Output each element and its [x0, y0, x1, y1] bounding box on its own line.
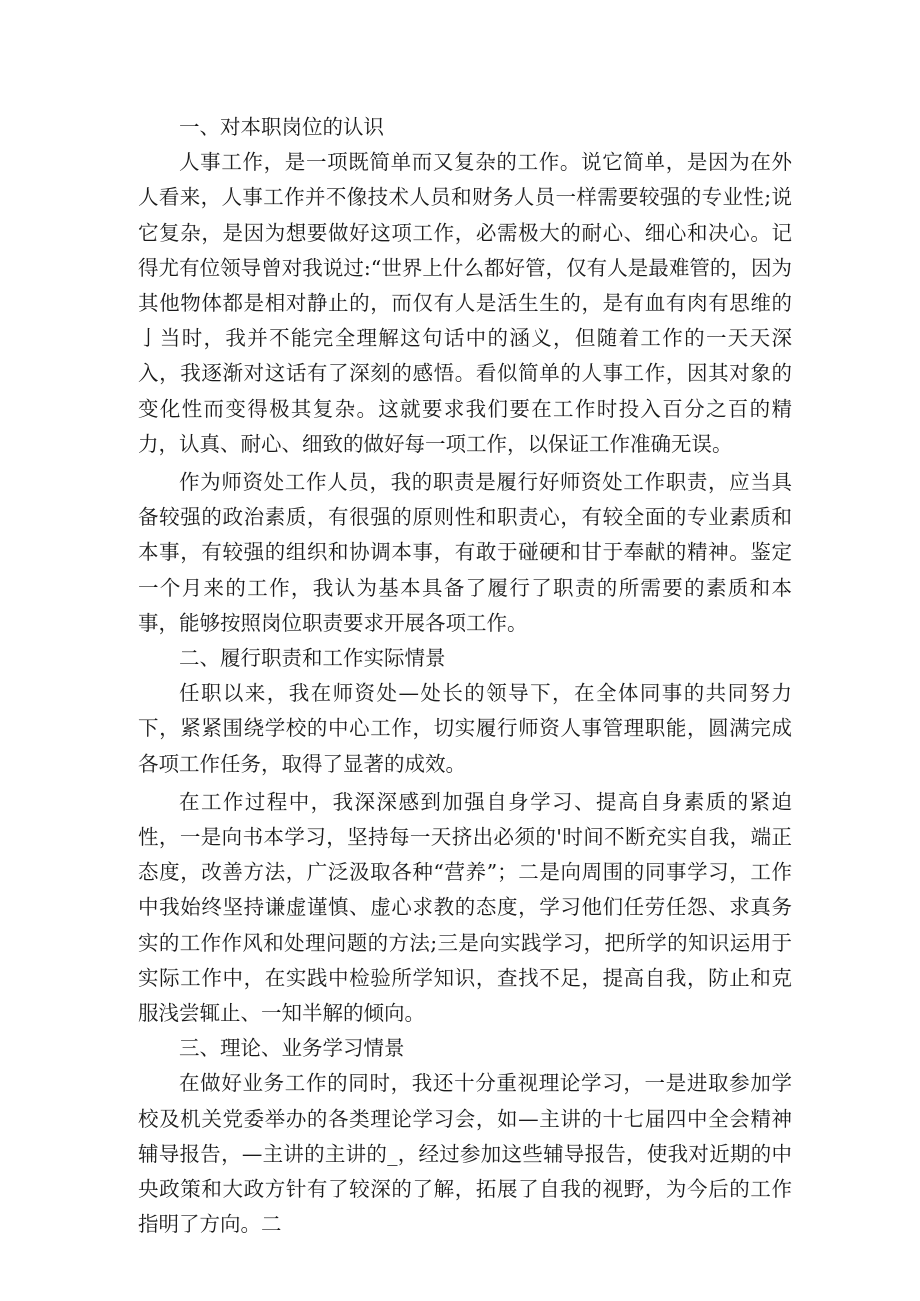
paragraph: 人事工作，是一项既简单而又复杂的工作。说它简单，是因为在外人看来，人事工作并不像技术人员和财务人员一样需要较强的专业性;说它复杂，是因为想要做好这项工作，必需极大的耐心、细心和决心。记得尤有位领导曾对我说过:“世界上什么都好管，仅有人是最难管的，因为其他物体都是相对静止的，而仅有人是活生生的，是有血有肉有思维的亅当时，我并不能完全理解这句话中的涵义，但随着工作的一天天深入，我逐渐对这话有了深刻的感悟。看似简单的人事工作，因其对象的变化性而变得极其复杂。这就要求我们要在工作时投入百分之百的精力，认真、耐心、细致的做好每一项工作，以保证工作准确无误。: [138, 150, 792, 456]
paragraph: 作为师资处工作人员，我的职责是履行好师资处工作职责，应当具备较强的政治素质，有很强的原则性和职责心，有较全面的专业素质和本事，有较强的组织和协调本事，有敢于碰硬和甘于奉献的精神。鉴定一个月来的工作，我认为基本具备了履行了职责的所需要的素质和本事，能够按照岗位职责要求开展各项工作。: [138, 470, 792, 635]
section-heading-1: 一、对本职岗位的认识: [179, 115, 384, 139]
document-body: [138, 110, 792, 1243]
paragraph: 在工作过程中，我深深感到加强自身学习、提高自身素质的紧迫性，一是向书本学习，坚持每一天挤出必须的'时间不断充实自我，端正态度，改善方法，广泛汲取各种“营养”；二是向周围的同事学习，工作中我始终坚持谦虚谨慎、虚心求教的态度，学习他们任劳任怨、求真务实的工作作风和处理问题的方法;三是向实践学习，把所学的知识运用于实际工作中，在实践中检验所学知识，查找不足，提高自我，防止和克服浅尝辄止、一知半解的倾向。: [138, 789, 792, 1026]
paragraph: 在做好业务工作的同时，我还十分重视理论学习，一是进取参加学校及机关党委举办的各类理论学习会，如—主讲的十七届四中全会精神辅导报告，—主讲的主讲的_，经过参加这些辅导报告，使我对近期的中央政策和大政方针有了较深的了解，拓展了自我的视野，为今后的工作指明了方向。二: [138, 1071, 792, 1237]
paragraph: 任职以来，我在师资处—处长的领导下，在全体同事的共同努力下，紧紧围绕学校的中心工作，切实履行师资人事管理职能，圆满完成各项工作任务，取得了显著的成效。: [138, 681, 792, 776]
section-heading-2: 二、履行职责和工作实际情景: [179, 646, 446, 671]
section-heading-3: 三、理论、业务学习情景: [179, 1036, 405, 1061]
